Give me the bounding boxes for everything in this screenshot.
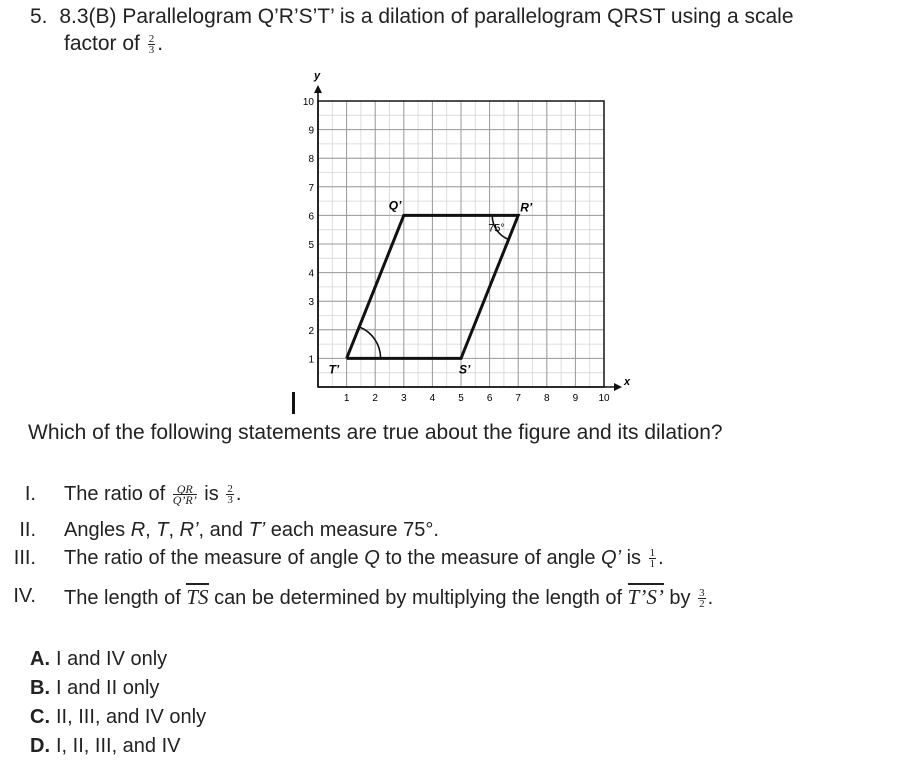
x-tick-label: 2 bbox=[372, 393, 378, 404]
choice-letter: D. bbox=[30, 735, 50, 757]
y-tick-label: 7 bbox=[308, 182, 314, 194]
choice-a[interactable] bbox=[30, 648, 167, 671]
value-num: 2 bbox=[227, 483, 233, 496]
y-tick-label: 8 bbox=[308, 154, 314, 166]
statement-1 bbox=[0, 478, 905, 512]
value-fraction bbox=[698, 588, 706, 609]
statement-text: is bbox=[626, 547, 642, 569]
question-text: Parallelogram Q’R’S’T’ is a dilation of parallelogram QRST using a scale bbox=[122, 5, 794, 28]
statement-2 bbox=[0, 519, 905, 545]
angle-r: R bbox=[130, 519, 146, 541]
comma: , bbox=[145, 519, 157, 541]
question-standard: 8.3(B) bbox=[59, 5, 117, 28]
statement-3 bbox=[0, 547, 905, 577]
x-tick-label: 6 bbox=[486, 393, 493, 404]
choice-c[interactable] bbox=[30, 706, 206, 729]
angle-q-prime: Q’ bbox=[601, 547, 622, 569]
statement-text: The length of bbox=[64, 587, 181, 609]
angle-q: Q bbox=[364, 547, 380, 569]
roman-numeral: I. bbox=[24, 483, 36, 505]
statement-text: is bbox=[204, 483, 219, 505]
y-tick-label: 5 bbox=[308, 240, 314, 251]
value-den: 1 bbox=[649, 558, 656, 571]
value-fraction bbox=[226, 484, 234, 505]
scale-factor-den: 3 bbox=[148, 43, 155, 56]
angle-arc-t bbox=[359, 327, 380, 359]
x-axis-label: x bbox=[624, 376, 631, 388]
question-period: . bbox=[157, 32, 164, 55]
vertex-label-t: T’ bbox=[328, 362, 340, 377]
statement-4 bbox=[0, 583, 905, 617]
ratio-fraction bbox=[172, 482, 197, 508]
choice-text: I, II, III, and IV bbox=[56, 735, 181, 757]
ratio-den: Q’R’ bbox=[172, 493, 197, 508]
choice-letter: A. bbox=[30, 648, 50, 670]
x-tick-label: 1 bbox=[343, 393, 350, 404]
question-header bbox=[30, 4, 794, 30]
choice-text: II, III, and IV only bbox=[56, 706, 207, 728]
y-tick-label: 2 bbox=[308, 325, 314, 337]
x-tick-label: 9 bbox=[572, 393, 579, 404]
y-tick-label: 3 bbox=[308, 297, 314, 309]
y-tick-label: 10 bbox=[302, 97, 314, 108]
statement-text: each measure 75°. bbox=[265, 519, 439, 541]
x-tick-label: 10 bbox=[598, 393, 610, 404]
vertex-label-s: S’ bbox=[459, 362, 471, 377]
value-den: 2 bbox=[699, 598, 705, 611]
statement-period: . bbox=[235, 483, 242, 505]
angle-t-prime: T’ bbox=[248, 519, 266, 541]
vertex-label-q: Q’ bbox=[388, 198, 402, 213]
statement-text: by bbox=[669, 587, 691, 609]
stray-mark bbox=[292, 392, 295, 414]
x-tick-label: 5 bbox=[458, 393, 464, 404]
angle-label: 75° bbox=[488, 222, 505, 235]
value-num: 3 bbox=[699, 587, 705, 600]
x-tick-label: 8 bbox=[544, 393, 550, 404]
y-tick-label: 6 bbox=[308, 211, 314, 223]
vertex-label-r: R’ bbox=[520, 200, 533, 215]
y-tick-label: 9 bbox=[308, 125, 314, 137]
roman-numeral: IV. bbox=[13, 585, 36, 607]
statement-text: The ratio of bbox=[64, 483, 166, 505]
segment-ts: TS bbox=[186, 585, 209, 609]
grid bbox=[314, 85, 622, 391]
statement-text: to the measure of angle bbox=[385, 547, 596, 569]
ratio-num: QR bbox=[173, 484, 197, 495]
y-tick-label: 4 bbox=[308, 268, 314, 280]
scale-factor-num: 2 bbox=[148, 32, 155, 45]
and-text: , and bbox=[198, 519, 249, 541]
statement-text: The ratio of the measure of angle bbox=[64, 547, 359, 569]
statement-text: can be determined by multiplying the length of bbox=[214, 587, 623, 609]
value-num: 1 bbox=[649, 547, 656, 560]
value-den: 3 bbox=[227, 494, 233, 507]
choice-text: I and II only bbox=[56, 677, 160, 699]
y-axis-arrow bbox=[314, 85, 322, 93]
choice-letter: C. bbox=[30, 706, 50, 728]
value-fraction bbox=[649, 548, 657, 569]
question-number: 5. bbox=[30, 5, 48, 28]
x-axis-arrow bbox=[614, 383, 622, 391]
y-axis-label: y bbox=[314, 70, 321, 82]
statement-period: . bbox=[658, 547, 664, 569]
angle-r-prime: R’ bbox=[179, 519, 199, 541]
roman-numeral: II. bbox=[19, 519, 36, 541]
x-tick-label: 7 bbox=[515, 393, 521, 404]
y-tick-label: 1 bbox=[308, 354, 314, 366]
x-tick-label: 4 bbox=[429, 393, 436, 404]
choice-letter: B. bbox=[30, 677, 50, 699]
comma: , bbox=[168, 519, 180, 541]
choice-text: I and IV only bbox=[56, 648, 168, 670]
statement-text: Angles bbox=[64, 519, 131, 541]
choice-d[interactable] bbox=[30, 735, 181, 758]
angle-t: T bbox=[156, 519, 169, 541]
scale-factor bbox=[148, 34, 156, 55]
roman-numeral: III. bbox=[13, 547, 36, 569]
prompt-text: Which of the following statements are true about the figure and its dilation? bbox=[28, 421, 723, 444]
x-tick-label: 3 bbox=[401, 393, 407, 404]
coordinate-graph bbox=[280, 62, 640, 412]
choice-b[interactable] bbox=[30, 677, 159, 700]
statement-period: . bbox=[707, 587, 714, 609]
segment-t-prime-s-prime: T’S’ bbox=[627, 585, 664, 609]
question-line-2 bbox=[64, 31, 163, 57]
question-text-2: factor of bbox=[64, 32, 140, 55]
